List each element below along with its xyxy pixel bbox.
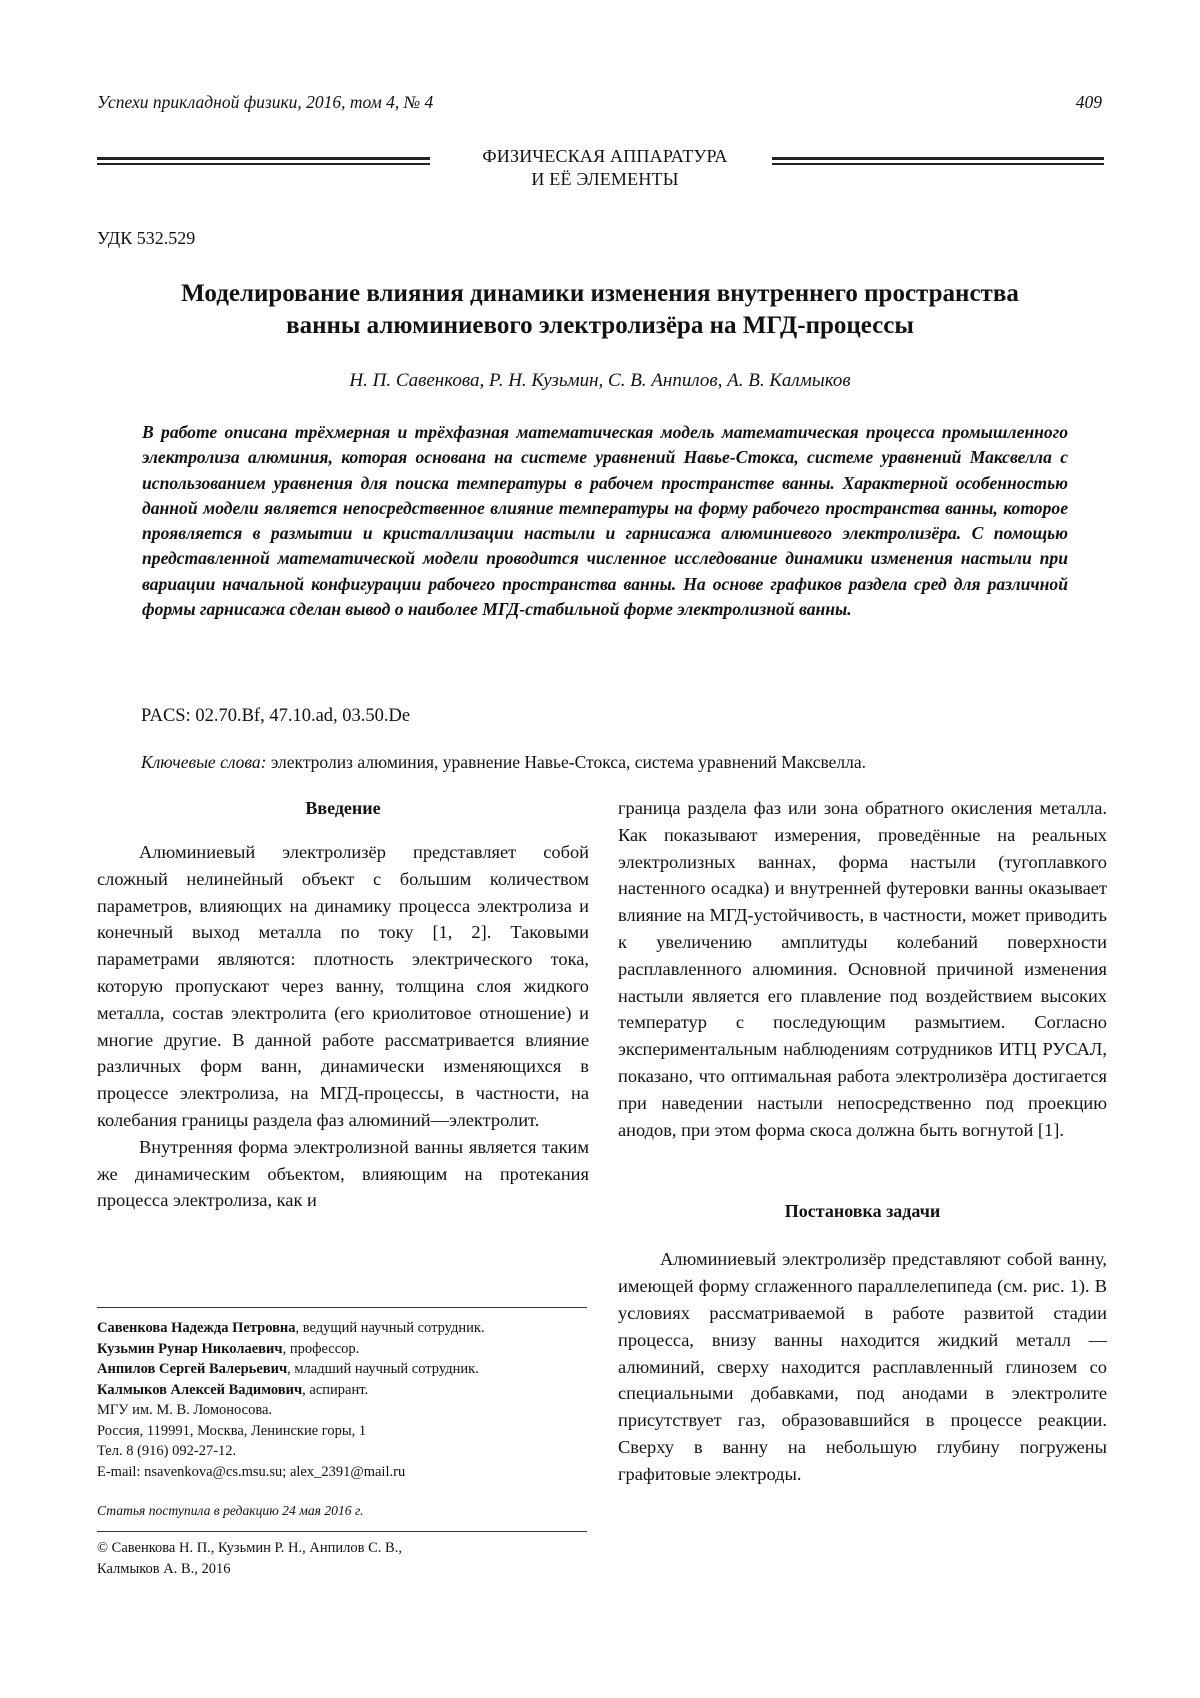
footnote-author-4: Калмыков Алексей Вадимович, аспирант.: [97, 1381, 369, 1398]
page-number: 409: [1075, 92, 1102, 112]
article-title-line2: ванны алюминиевого электролизёра на МГД-процессы: [286, 312, 914, 339]
footnote-org: МГУ им. М. В. Ломоносова.: [97, 1402, 273, 1418]
udk-code: УДК 532.529: [97, 228, 196, 248]
right-column: [618, 795, 1107, 1488]
keywords: [141, 752, 866, 773]
intro-heading: Введение: [305, 798, 381, 818]
footnote-author-2: Кузьмин Рунар Николаевич, профессор.: [97, 1340, 360, 1357]
copyright-rule: [97, 1531, 587, 1532]
footnote-author-3: Анпилов Сергей Валерьевич, младший научный сотрудник.: [97, 1361, 479, 1377]
right-paragraph-1: граница раздела фаз или зона обратного окисления металла. Как показывают измерения, проведённые на реальных электролизных ваннах, форма настыли (тугоплавкого настенного осадка) и внутренней футеровки ванны оказывает влияние на МГД-устойчивость, в частности, может приводить к увеличению амплитуды колебаний поверхности расплавленного алюминия. Основной причиной изменения настыли является его плавление под воздействием высоких температур с последующим размытием. Согласно экспериментальным наблюдениям сотрудников ИТЦ РУСАЛ, показано, что оптимальная работа электролизёра достигается при наведении настыли непосредственно под проекцию анодов, при этом форма скоса должна быть вогнутой [1].: [618, 798, 1107, 1140]
article-title: [100, 278, 1100, 342]
intro-paragraph-2: Внутренняя форма электролизной ванны является таким же динамическим объектом, влияющим на протекания процесса электролиза, как и: [97, 1136, 589, 1211]
section-title-line2: И ЕЁ ЭЛЕМЕНТЫ: [531, 169, 679, 189]
problem-heading: Постановка задачи: [784, 1201, 941, 1222]
pacs-codes: PACS: 02.70.Bf, 47.10.ad, 03.50.De: [141, 706, 411, 726]
author-footnote: [97, 1318, 597, 1482]
section-rule-left-top: [97, 157, 430, 160]
copyright-line2: Калмыков А. В., 2016: [97, 1560, 231, 1577]
problem-paragraph: Алюминиевый электролизёр представляют собой ванну, имеющей форму сглаженного параллелепипеда (см. рис. 1). В условиях рассматриваемой в работе развитой стадии процесса, внизу ванны находится жидкий металл — алюминий, сверху находится расплавленный глинозем со специальными добавками, под анодами в электролите присутствует газ, образовавшийся в процессе реакции. Сверху в ванну на небольшую глубину погружены графитовые электроды.: [618, 1249, 1107, 1484]
section-title-line1: ФИЗИЧЕСКАЯ АППАРАТУРА: [482, 146, 728, 166]
intro-paragraph-1: Алюминиевый электролизёр представляет собой сложный нелинейный объект с большим количеством параметров, влияющих на динамику процесса электролиза и конечный выход металла по току [1, 2]. Таковыми параметрами являются: плотность электрического тока, которую пропускают через ванну, толщина слоя жидкого металла, состав электролита (его криолитовое отношение) и многие другие. В данной работе рассматривается влияние различных форм ванн, динамически изменяющихся в процессе электролиза, на МГД-процессы, в частности, на колебания границы раздела фаз алюминий—электролит.: [97, 842, 589, 1130]
article-title-line1: Моделирование влияния динамики изменения внутреннего пространства: [181, 280, 1019, 307]
section-rule-left-bottom: [97, 163, 430, 165]
footnote-rule: [97, 1307, 587, 1308]
section-rule-right-bottom: [772, 163, 1104, 165]
footnote-author-1: Савенкова Надежда Петровна, ведущий научный сотрудник.: [97, 1320, 485, 1336]
authors: Н. П. Савенкова, Р. Н. Кузьмин, С. В. Анпилов, А. В. Калмыков: [349, 370, 851, 391]
footnote-email: E-mail: nsavenkova@cs.msu.su; alex_2391@mail.ru: [97, 1463, 406, 1480]
journal-header: Успехи прикладной физики, 2016, том 4, № 4: [97, 92, 434, 112]
keywords-label: Ключевые слова:: [141, 752, 267, 772]
section-rule-right-top: [772, 157, 1104, 160]
footnote-address: Россия, 119991, Москва, Ленинские горы, 1: [97, 1422, 367, 1439]
left-column: [97, 795, 589, 1214]
copyright: [97, 1538, 577, 1579]
section-title: [440, 145, 770, 191]
received-date: Статья поступила в редакцию 24 мая 2016 г.: [97, 1503, 364, 1518]
keywords-text: электролиз алюминия, уравнение Навье-Стокса, система уравнений Максвелла.: [270, 752, 867, 772]
footnote-phone: Тел. 8 (916) 092-27-12.: [97, 1443, 237, 1459]
abstract: В работе описана трёхмерная и трёхфазная математическая модель математическая процесса промышленного электролиза алюминия, которая основана на системе уравнений Навье-Стокса, системе уравнений Максвелла с использованием уравнения для поиска температуры в рабочем пространстве ванны. Характерной особенностью данной модели является непосредственное влияние температуры на форму рабочего пространства ванны, которое проявляется в размытии и кристаллизации настыли и гарнисажа алюминиевого электролизёра. С помощью представленной математической модели проводится численное исследование динамики изменения настыли при вариации начальной конфигурации рабочего пространства ванны. На основе графиков раздела сред для различной формы гарнисажа сделан вывод о наиболее МГД-стабильной форме электролизной ванны.: [142, 422, 1068, 620]
copyright-line1: © Савенкова Н. П., Кузьмин Р. Н., Анпилов С. В.,: [97, 1540, 402, 1556]
